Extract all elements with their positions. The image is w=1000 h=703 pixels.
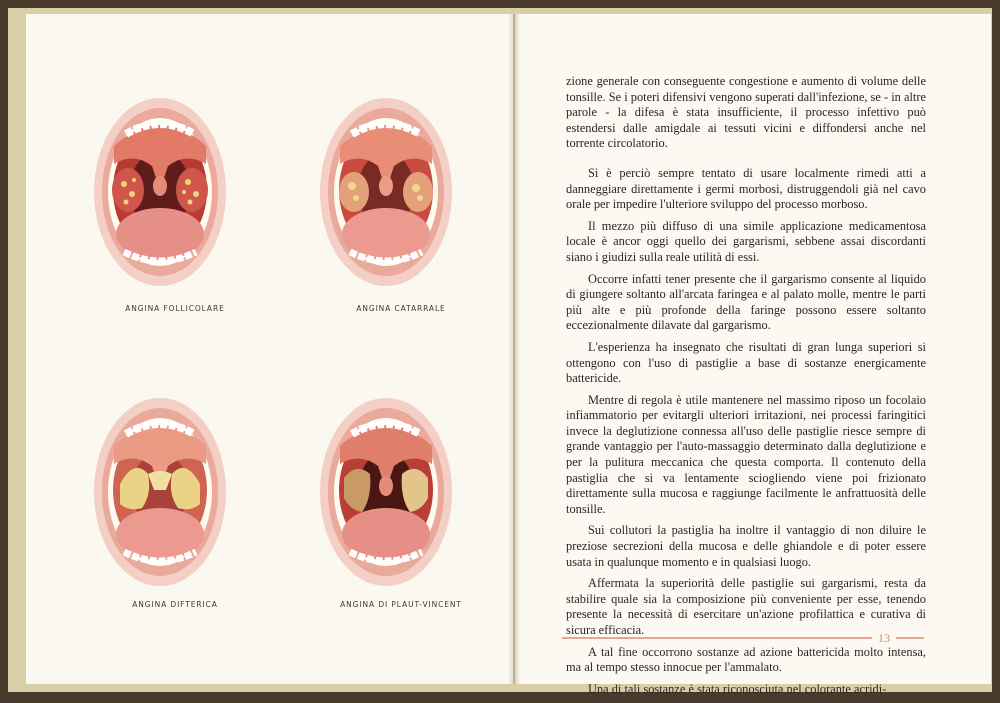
throat-illustration-1 — [90, 94, 230, 294]
figure-angina-catarrale — [316, 94, 486, 313]
caption-fig-3: ANGINA DIFTERICA — [132, 600, 218, 609]
paragraph: Il mezzo più diffuso di una simile applicazione medicamentosa locale è ancor oggi quello dei gargarismi, sebbene assai discordanti siano i giudizi sulla reale utilità di essi. — [566, 218, 926, 264]
footer-rule-left — [562, 637, 872, 639]
throat-illustration-2 — [316, 94, 456, 294]
throat-illustration-3 — [90, 394, 230, 594]
figure-angina-plaut-vincent — [316, 394, 486, 609]
paragraph: L'esperienza ha insegnato che risultati di gran lunga superiori si ottengono con l'uso di pastiglie a base di sostanze energicamente battericide. — [566, 339, 926, 386]
paragraph: Mentre di regola è utile mantenere nel massimo riposo un focolaio infiammatorio per evitargli ulteriori irritazioni, nei processi faringitici invece la deglutizione connessa all'uso delle pastiglie riesce sempre di grande vantaggio per l'auto-massaggio determinato dalla deglutizione e per la pulitura meccanica che questa comporta. Il contenuto della pastiglia che si va lentamente sciogliendo viene poi frizionato direttamente sulla mucosa e raggiunge facilmente le anfrattuosità delle tonsille. — [566, 392, 926, 516]
caption-fig-2: ANGINA CATARRALE — [356, 304, 446, 313]
caption-fig-1: ANGINA FOLLICOLARE — [125, 304, 225, 313]
figure-angina-difterica — [90, 394, 260, 609]
footer-rule-right — [896, 637, 924, 639]
paragraph: Una di tali sostanze è stata riconosciuta nel colorante acridi- — [588, 681, 887, 696]
caption-fig-4: ANGINA DI PLAUT-VINCENT — [340, 600, 462, 609]
paragraph: Sui collutori la pastiglia ha inoltre il vantaggio di non diluire le preziose secrezioni della mucosa e delle ghiandole e di poter essere usata in qualunque momento e in qualsiasi luogo. — [566, 523, 926, 569]
page-number: 13 — [878, 631, 890, 645]
paragraph: Affermata la superiorità delle pastiglie sui gargarismi, resta da stabilire quale sia la composizione più conveniente per esse, tenendo presente la necessità di esercitare un'azione profilattica e curativa di sicura efficacia. — [566, 576, 926, 637]
paragraph: Occorre infatti tener presente che il gargarismo consente al liquido di giungere soltanto all'arcata faringea e al palato molle, mentre le parti più alte e più profonde della faringe possono essere soltanto eccezionalmente dilavate dal gargarismo. — [566, 271, 926, 333]
book-gutter — [508, 14, 520, 684]
paragraph: zione generale con conseguente congestione e aumento di volume delle tonsille. Se i poteri difensivi vengono superati dall'infezione, se - in altre parole - la difesa è stata insufficiente, il processo infettivo può estendersi dalle amigdale ai tessuti vicini e diffondersi anche nel torrente circolatorio. — [566, 74, 926, 151]
figure-angina-follicolare — [90, 94, 260, 313]
throat-illustration-4 — [316, 394, 456, 594]
paragraph: A tal fine occorrono sostanze ad azione battericida molto intensa, ma al tempo stesso innocue per l'ammalato. — [566, 644, 926, 675]
paragraph: Si è perciò sempre tentato di usare localmente rimedi atti a danneggiare direttamente i germi morbosi, distruggendoli già nel cavo orale per impedire l'ulteriore sviluppo del processo morboso. — [566, 165, 926, 212]
body-text — [566, 74, 926, 703]
